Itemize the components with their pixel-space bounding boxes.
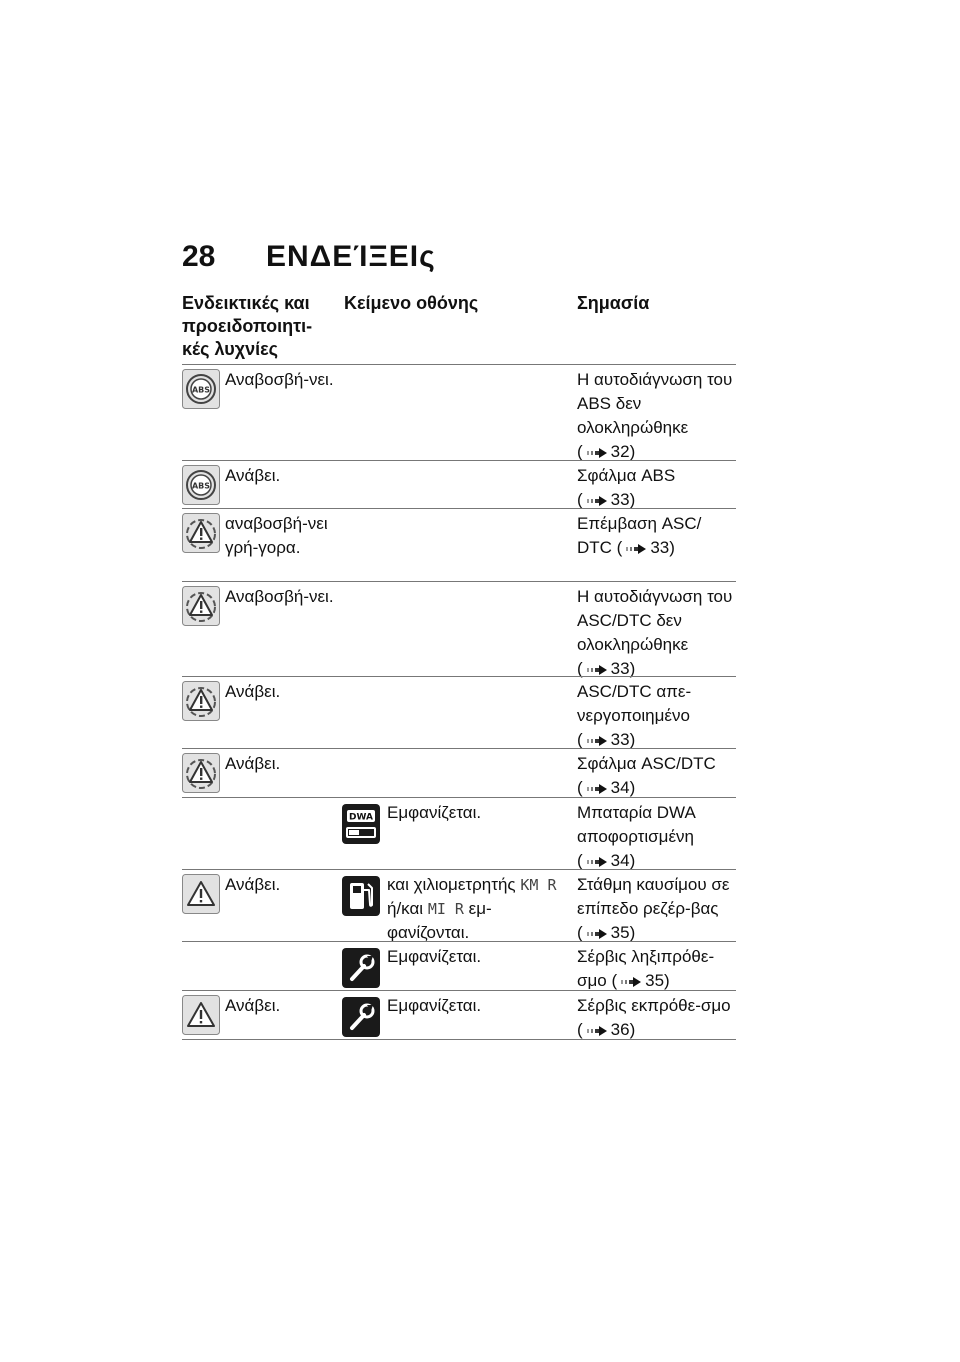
meaning — [577, 680, 737, 752]
wrench-service-icon — [342, 948, 380, 988]
display-text-part: εμ-φανίζονται. — [387, 899, 492, 942]
display-text: Εμφανίζεται. — [387, 803, 482, 822]
reference-arrow-icon — [625, 543, 647, 555]
reference-open-paren: ( — [577, 851, 583, 870]
reference-page-number: 34) — [610, 778, 636, 797]
reference-arrow-icon — [586, 447, 608, 459]
lamp-behavior: αναβοσβή-νει γρή-γορα. — [225, 514, 328, 557]
meaning-text: Στάθμη καυσίμου σε επίπεδο ρεζέρ-βας — [577, 875, 730, 918]
page-header — [182, 240, 436, 274]
page-number: 28 — [182, 240, 216, 273]
meaning-text: Σφάλμα ABS — [577, 466, 676, 485]
reference-page-number: 33) — [610, 490, 636, 509]
meaning — [577, 464, 737, 512]
meaning-text: Η αυτοδιάγνωση του ABS δεν ολοκληρώθηκε — [577, 370, 733, 437]
page-reference[interactable] — [577, 923, 635, 942]
svg-text:ABS: ABS — [191, 385, 211, 395]
meaning-text: Επέμβαση ASC/ DTC — [577, 514, 702, 557]
reference-page-number: 32) — [610, 442, 636, 461]
reference-page-number: 34) — [610, 851, 636, 870]
page-reference[interactable] — [577, 490, 635, 509]
meaning-text: Μπαταρία DWA αποφορτισμένη — [577, 803, 695, 846]
page-reference[interactable] — [611, 971, 669, 990]
dwa-battery-icon — [342, 804, 380, 844]
svg-text:DWA: DWA — [349, 812, 373, 823]
reference-arrow-icon — [586, 664, 608, 676]
reference-open-paren: ( — [611, 971, 618, 990]
meaning — [577, 512, 737, 560]
reference-page-number: 33) — [610, 659, 636, 678]
lamp-behavior: Ανάβει. — [225, 682, 281, 701]
abs-warning-icon — [182, 465, 220, 505]
meaning — [577, 873, 737, 945]
reference-page-number: 35) — [645, 971, 670, 990]
display-text — [387, 873, 567, 945]
lamp-behavior: Αναβοσβή-νει. — [225, 587, 334, 606]
odometer-mi-reserve: MI R — [427, 900, 464, 918]
column-header-display-text: Κείμενο οθόνης — [344, 293, 479, 313]
reference-open-paren: ( — [577, 923, 583, 942]
chapter-title: ΕΝΔΕΊΞΕΙς — [266, 240, 436, 273]
asc-dtc-warning-icon — [182, 753, 220, 793]
page-reference[interactable] — [577, 778, 635, 797]
table-row — [182, 797, 736, 869]
reference-page-number: 36) — [610, 1020, 636, 1039]
wrench-service-icon — [342, 997, 380, 1037]
fuel-pump-icon — [342, 876, 380, 916]
lamp-behavior: Ανάβει. — [225, 996, 281, 1015]
lamp-behavior: Ανάβει. — [225, 875, 281, 894]
table-row — [182, 364, 736, 460]
table-row — [182, 676, 736, 748]
meaning-text: ASC/DTC απε-νεργοποιημένο — [577, 682, 692, 725]
meaning-text: Σέρβις εκπρόθε-σμο — [577, 996, 731, 1015]
asc-dtc-warning-icon — [182, 681, 220, 721]
page-reference[interactable] — [577, 1020, 635, 1039]
reference-page-number: 33) — [650, 538, 675, 557]
table-header — [182, 292, 736, 362]
table-row — [182, 990, 736, 1040]
meaning — [577, 585, 737, 681]
reference-arrow-icon — [586, 783, 608, 795]
asc-dtc-warning-icon — [182, 513, 220, 553]
lamp-behavior: Ανάβει. — [225, 754, 281, 773]
reference-page-number: 33) — [610, 730, 636, 749]
reference-open-paren: ( — [577, 659, 583, 678]
reference-arrow-icon — [586, 495, 608, 507]
meaning — [577, 801, 737, 873]
odometer-km-reserve: KM R — [520, 876, 557, 894]
page-reference[interactable] — [577, 730, 635, 749]
reference-open-paren: ( — [577, 442, 583, 461]
reference-arrow-icon — [586, 856, 608, 868]
display-text: Εμφανίζεται. — [387, 996, 482, 1015]
reference-arrow-icon — [586, 735, 608, 747]
column-header-lamps: Ενδεικτικές και προειδοποιητι-κές λυχνίες — [182, 293, 313, 359]
reference-open-paren: ( — [577, 1020, 583, 1039]
svg-text:ABS: ABS — [191, 481, 211, 491]
meaning-text: Η αυτοδιάγνωση του ASC/DTC δεν ολοκληρώθηκε — [577, 587, 733, 654]
reference-arrow-icon — [586, 928, 608, 940]
reference-page-number: 35) — [610, 923, 636, 942]
reference-open-paren: ( — [577, 490, 583, 509]
reference-open-paren: ( — [577, 730, 583, 749]
meaning-text: Σέρβις ληξιπρόθε-σμο — [577, 947, 715, 990]
reference-arrow-icon — [586, 1025, 608, 1037]
asc-dtc-warning-icon — [182, 586, 220, 626]
column-header-meaning: Σημασία — [577, 293, 650, 313]
table-row — [182, 869, 736, 941]
page-reference[interactable] — [577, 851, 635, 870]
table-row — [182, 460, 736, 508]
meaning — [577, 368, 737, 464]
table-row — [182, 941, 736, 990]
lamp-behavior: Ανάβει. — [225, 466, 281, 485]
indicator-table — [182, 364, 736, 1040]
display-text-part: και χιλιομετρητής — [387, 875, 521, 894]
table-row — [182, 581, 736, 676]
reference-open-paren: ( — [577, 778, 583, 797]
meaning — [577, 945, 737, 993]
table-row — [182, 748, 736, 797]
meaning-text: Σφάλμα ASC/DTC — [577, 754, 716, 773]
reference-open-paren: ( — [616, 538, 623, 557]
table-row — [182, 508, 736, 581]
meaning — [577, 752, 737, 800]
meaning — [577, 994, 737, 1042]
lamp-behavior: Αναβοσβή-νει. — [225, 370, 334, 389]
page-reference[interactable] — [577, 442, 635, 461]
display-text: Εμφανίζεται. — [387, 947, 482, 966]
general-warning-icon — [182, 874, 220, 914]
page-reference[interactable] — [617, 538, 675, 557]
general-warning-icon — [182, 995, 220, 1035]
reference-arrow-icon — [620, 976, 642, 988]
abs-warning-icon — [182, 369, 220, 409]
display-text-part: ή/και — [387, 899, 428, 918]
